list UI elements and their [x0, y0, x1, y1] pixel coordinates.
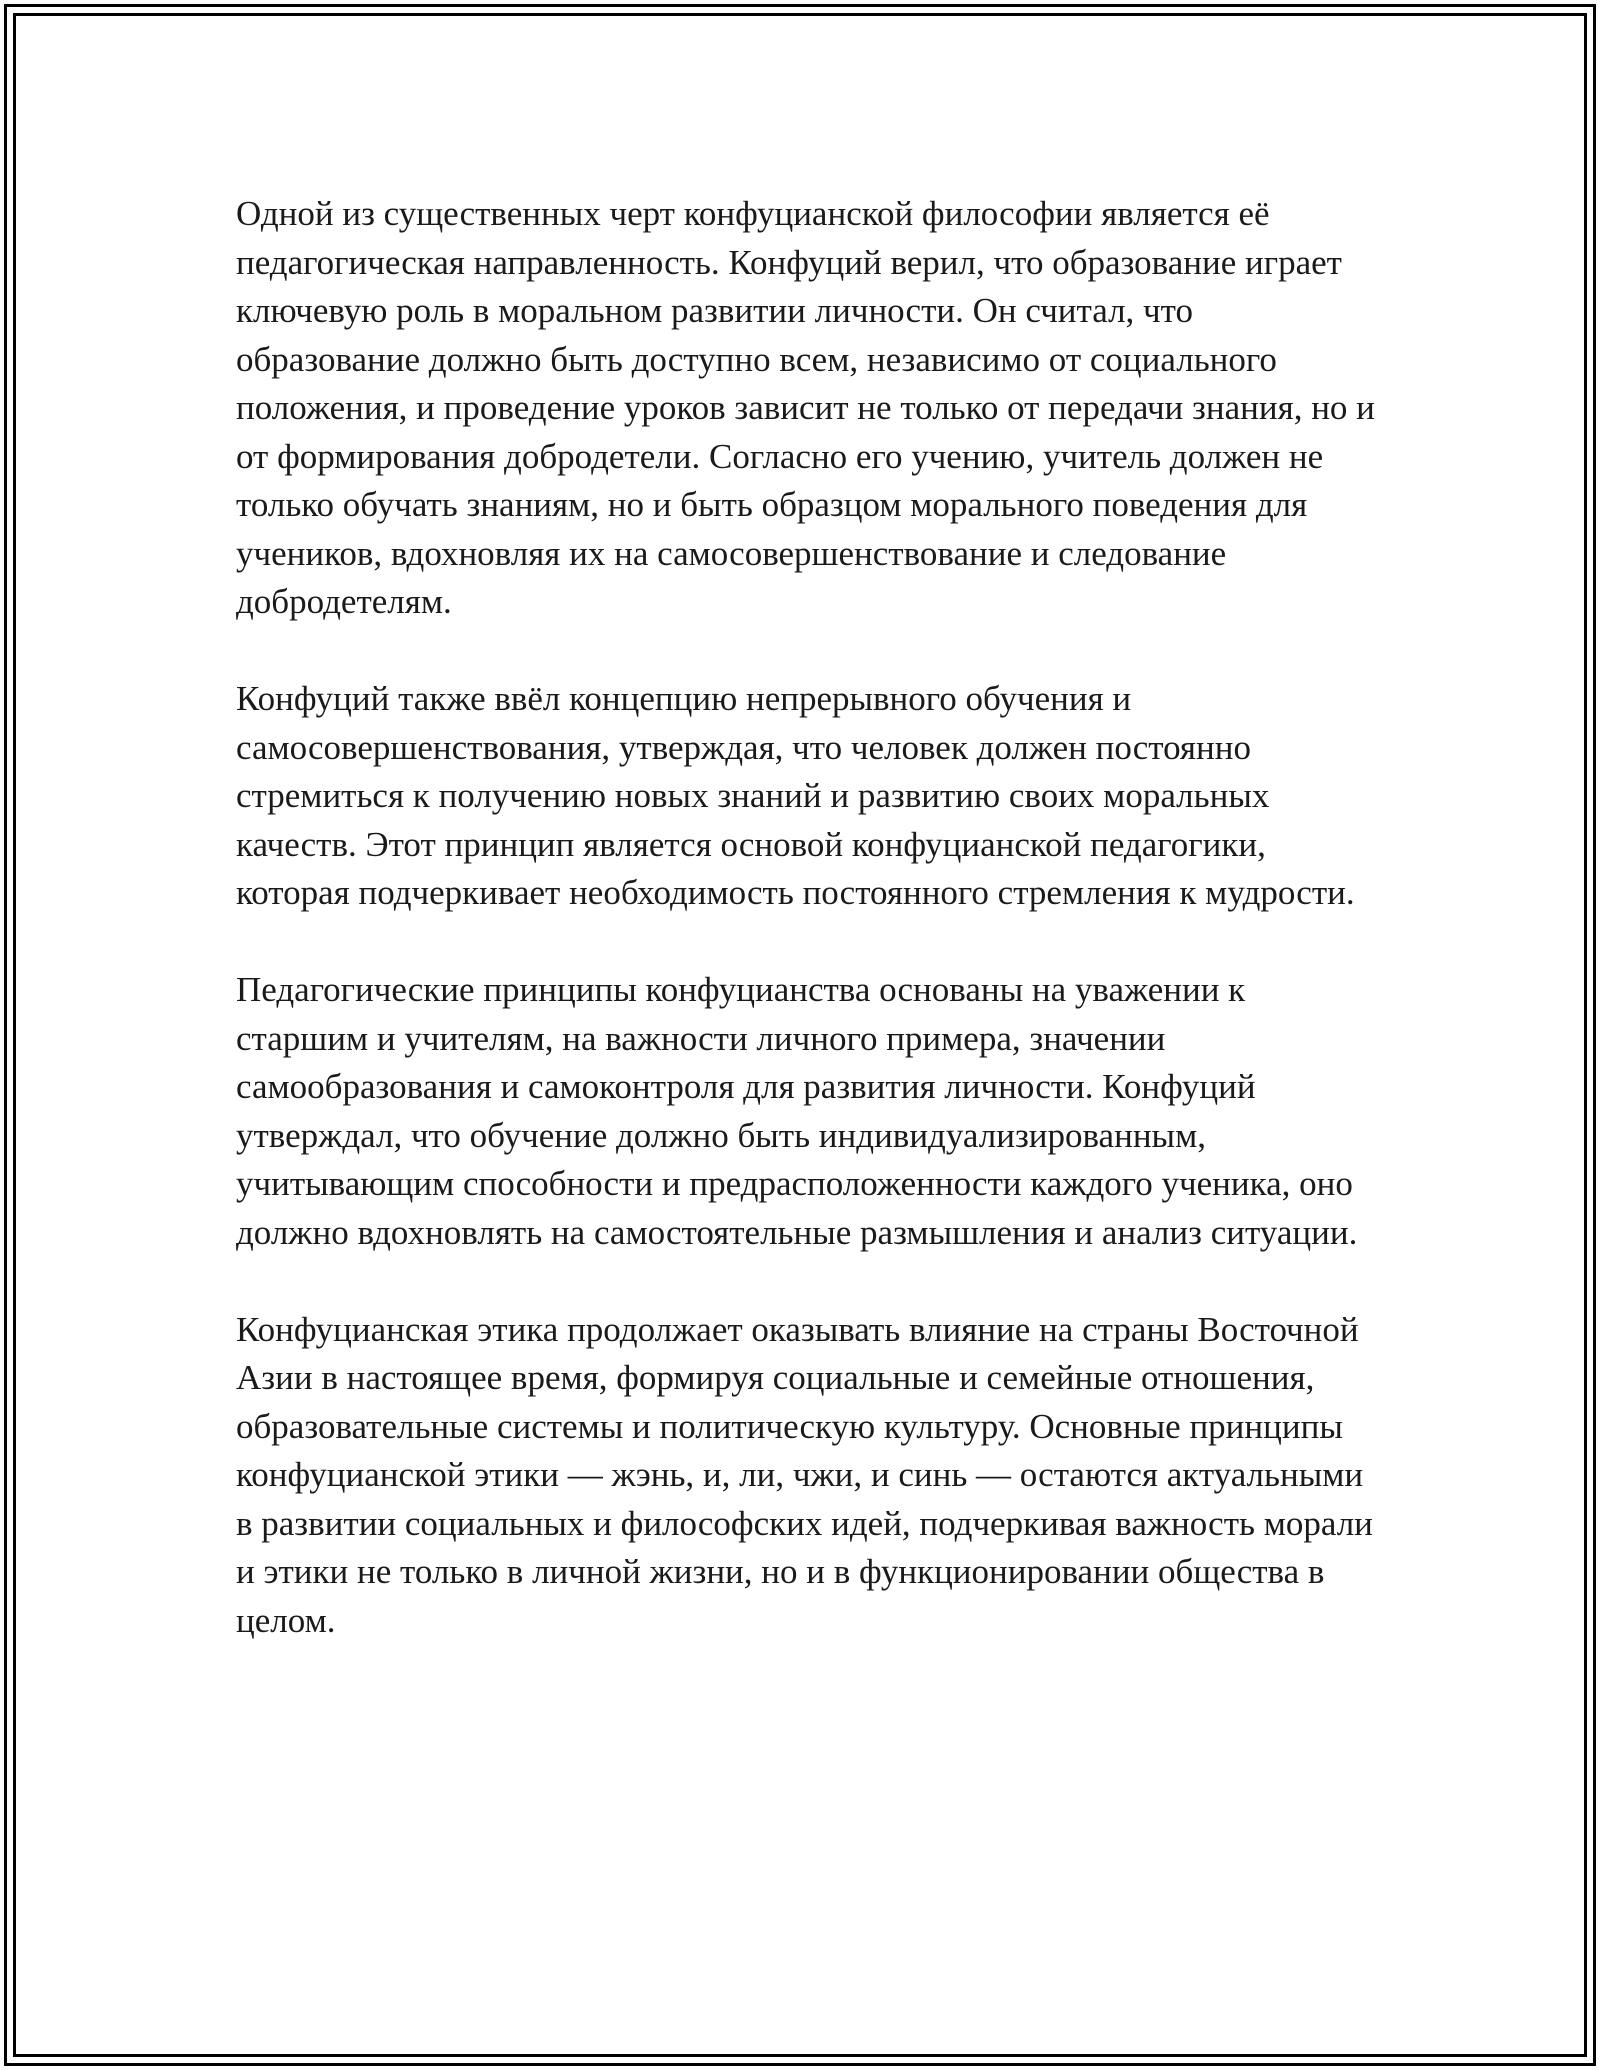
paragraph-3: Педагогические принципы конфуцианства основаны на уважении к старшим и учителям, на важности личного примера, значении самообразования и самоконтроля для развития личности. Конфуций утверждал, что обучение должно быть индивидуализированным, учитывающим способности и предрасположенности каждого ученика, оно должно вдохновлять на самостоятельные размышления и анализ ситуации. — [236, 970, 1358, 1252]
paragraph-2: Конфуций также ввёл концепцию непрерывного обучения и самосовершенствования, утверждая, что человек должен постоянно стремиться к получению новых знаний и развитию своих моральных качеств. Этот принцип является основой конфуцианской педагогики, которая подчеркивает необходимость постоянного стремления к мудрости. — [236, 679, 1355, 912]
document-body — [236, 190, 1376, 1645]
paragraph-4: Конфуцианская этика продолжает оказывать влияние на страны Восточной Азии в настоящее время, формируя социальные и семейные отношения, образовательные системы и политическую культуру. Основные принципы конфуцианской этики — жэнь, и, ли, чжи, и синь — остаются актуальными в развитии социальных и философских идей, подчеркивая важность морали и этики не только в личной жизни, но и в функционировании общества в целом. — [236, 1309, 1373, 1640]
paragraph-1: Одной из существенных черт конфуцианской философии является её педагогическая направленность. Конфуций верил, что образование играет ключевую роль в моральном развитии личности. Он считал, что образование должно быть доступно всем, независимо от социального положения, и проведение уроков зависит не только от передачи знания, но и от формирования добродетели. Согласно его учению, учитель должен не только обучать знаниям, но и быть образцом морального поведения для учеников, вдохновляя их на самосовершенствование и следование добродетелям. — [236, 194, 1375, 621]
